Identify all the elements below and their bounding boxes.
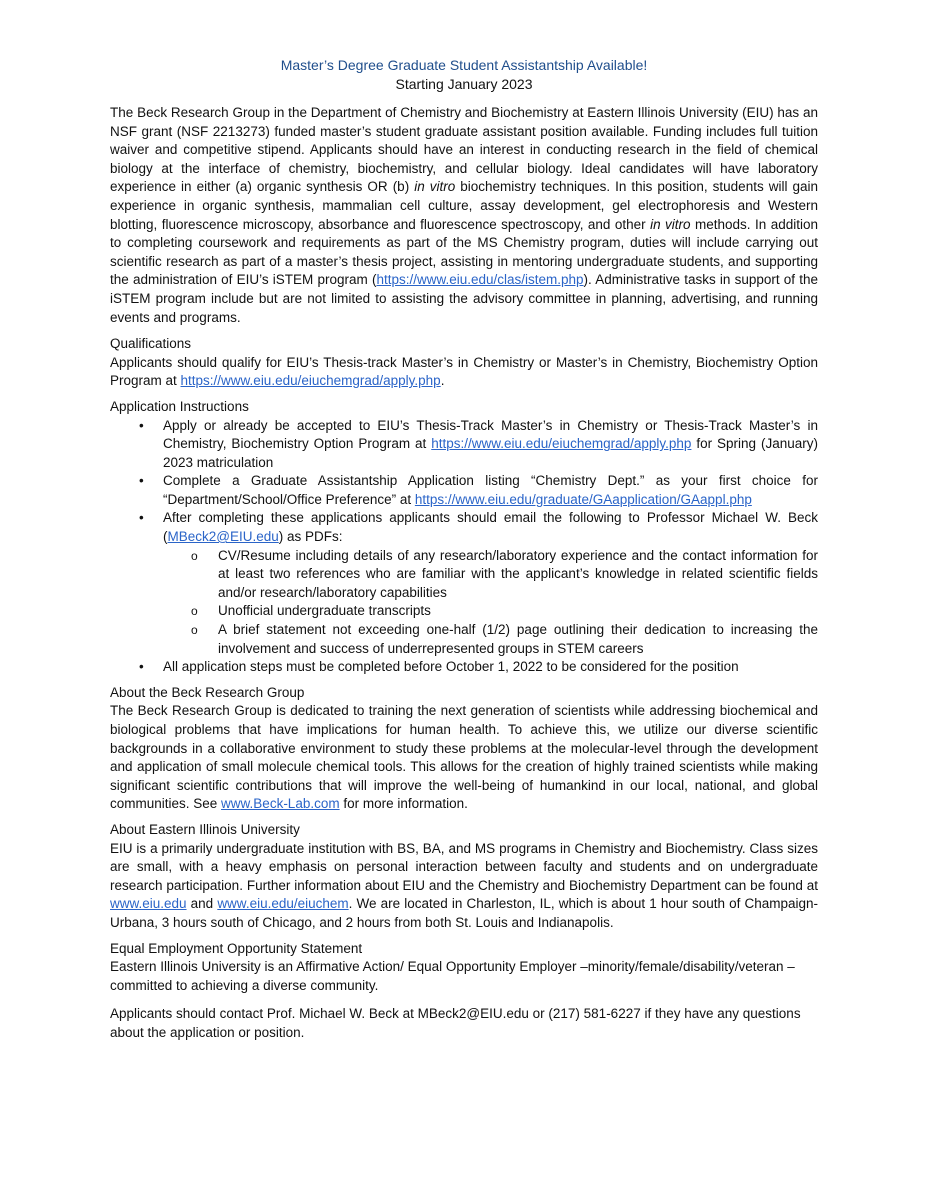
- eeo-section: [110, 940, 818, 996]
- about-group-heading: About the Beck Research Group: [110, 684, 305, 700]
- document-page: [110, 56, 818, 1043]
- bullet3-end: ) as PDFs:: [278, 529, 343, 545]
- bullet1-end: for Spring (January) 2023 matriculation: [163, 436, 818, 470]
- list-item: [163, 417, 818, 473]
- about-group-body: The Beck Research Group is dedicated to training the next generation of scientists while addressing biochemical and biological problems that have implications for human health. To achieve this, we utilize our diverse scientific backgrounds in a collaborative environment to study these problems at the molecular-level through the development and application of small molecule chemical tools. This allows for the creation of highly trained scientists while making significant scientific contributions that will improve the well-being of humankind in our local, national, and global communities. See: [110, 703, 818, 812]
- bullet2-text: Complete a Graduate Assistantship Application listing “Chemistry Dept.” as your first choice for “Department/School/Office Preference” at: [163, 473, 818, 507]
- intro-paragraph: [110, 104, 818, 327]
- list-item: [163, 472, 818, 509]
- about-group-end: for more information.: [339, 796, 468, 812]
- eeo-text: Eastern Illinois University is an Affirmative Action/ Equal Opportunity Employer –minority/female/disability/veteran – committed to achieving a diverse community.: [110, 959, 795, 993]
- qualifications-section: [110, 335, 818, 391]
- sub-list-item: o Unofficial undergraduate transcripts: [218, 602, 818, 621]
- contact-text: Applicants should contact Prof. Michael W. Beck at MBeck2@EIU.edu or (217) 581-6227 if they have any questions about the application or position.: [110, 1006, 801, 1040]
- list-item: [163, 509, 818, 658]
- list-item: • All application steps must be completed before October 1, 2022 to be considered for the position: [163, 658, 818, 677]
- beck-lab-link[interactable]: www.Beck-Lab.com: [221, 796, 340, 812]
- sub-list-item: o A brief statement not exceeding one-half (1/2) page outlining their dedication to increasing the involvement and success of underrepresented groups in STEM careers: [218, 621, 818, 658]
- about-eiu-and: and: [186, 896, 218, 912]
- about-group-section: [110, 684, 818, 814]
- bullet3-text: After completing these applications applicants should email the following to Professor Michael W. Beck (: [163, 510, 818, 545]
- pdf-list: [163, 547, 818, 659]
- application-list: [110, 417, 818, 677]
- about-eiu-body: EIU is a primarily undergraduate institution with BS, BA, and MS programs in Chemistry and Biochemistry. Class sizes are small, with a heavy emphasis on personal interaction between faculty and students and on undergraduate research participation. Further information about EIU and the Chemistry and Biochemistry Department can be found at: [110, 840, 818, 893]
- intro-italic-1: in vitro: [414, 179, 456, 195]
- about-eiu-text: [110, 840, 818, 933]
- qualifications-text: [110, 354, 818, 391]
- about-eiu-end: . We are located in Charleston, IL, which is about 1 hour south of Champaign-Urbana, 3 hours south of Chicago, and 2 hours from both St. Louis and Indianapolis.: [110, 896, 819, 930]
- qualifications-end: .: [440, 373, 445, 389]
- about-group-text: [110, 702, 818, 814]
- qualifications-heading: Qualifications: [110, 336, 192, 352]
- apply-link[interactable]: https://www.eiu.edu/eiuchemgrad/apply.php: [180, 373, 441, 389]
- page-title: Master’s Degree Graduate Student Assistantship Available!: [280, 57, 648, 73]
- about-eiu-heading: About Eastern Illinois University: [110, 821, 300, 837]
- qualifications-body: Applicants should qualify for EIU’s Thesis-track Master’s in Chemistry or Master’s in Chemistry, Biochemistry Option Program at: [110, 354, 818, 389]
- intro-text-3: methods. In addition to completing coursework and requirements as part of the MS Chemistry program, duties will include carrying out scientific research as part of a master’s thesis project, assisting in mentoring undergraduate students, and supporting the administration of EIU’s iSTEM program (: [110, 216, 818, 288]
- application-heading: Application Instructions: [110, 398, 249, 414]
- about-eiu-section: [110, 821, 818, 933]
- page-subtitle: Starting January 2023: [395, 76, 533, 92]
- email-link[interactable]: MBeck2@EIU.edu: [167, 529, 279, 545]
- ga-application-link[interactable]: https://www.eiu.edu/graduate/GAapplication/GAappl.php: [414, 491, 752, 507]
- apply-link-2[interactable]: https://www.eiu.edu/eiuchemgrad/apply.php: [431, 436, 692, 452]
- eiuchem-link[interactable]: www.eiu.edu/eiuchem: [217, 896, 349, 912]
- application-section: [110, 398, 818, 677]
- intro-text-1: The Beck Research Group in the Department of Chemistry and Biochemistry at Eastern Illinois University (EIU) has an NSF grant (NSF 2213273) funded master’s student graduate assistant position available. Funding includes full tuition waiver and competitive stipend. Applicants should have an interest in conducting research in the field of chemical biology at the interface of chemistry, biochemistry, and cellular biology. Ideal candidates will have laboratory experience in either (a) organic synthesis OR (b): [110, 105, 818, 195]
- eiu-link[interactable]: www.eiu.edu: [110, 896, 187, 912]
- intro-text-4: ). Administrative tasks in support of the iSTEM program include but are not limited to assisting the advisory committee in planning, advertising, and running events and programs.: [110, 272, 818, 325]
- intro-italic-2: in vitro: [650, 216, 691, 232]
- bullet1-text: Apply or already be accepted to EIU’s Thesis-Track Master’s in Chemistry or Thesis-Track Master’s in Chemistry, Biochemistry Option Program at: [163, 417, 818, 452]
- intro-text-2: biochemistry techniques. In this position, students will gain experience in organic synthesis, mammalian cell culture, assay development, gel electrophoresis and Western blotting, fluorescence microscopy, absorbance and fluorescence spectroscopy, and other: [110, 179, 818, 232]
- sub-list-item: o CV/Resume including details of any research/laboratory experience and the contact information for at least two references who are familiar with the applicant’s knowledge in related scientific fields and/or research/laboratory capabilities: [218, 547, 818, 603]
- eeo-heading: Equal Employment Opportunity Statement: [110, 940, 363, 956]
- istem-link[interactable]: https://www.eiu.edu/clas/istem.php: [376, 272, 584, 288]
